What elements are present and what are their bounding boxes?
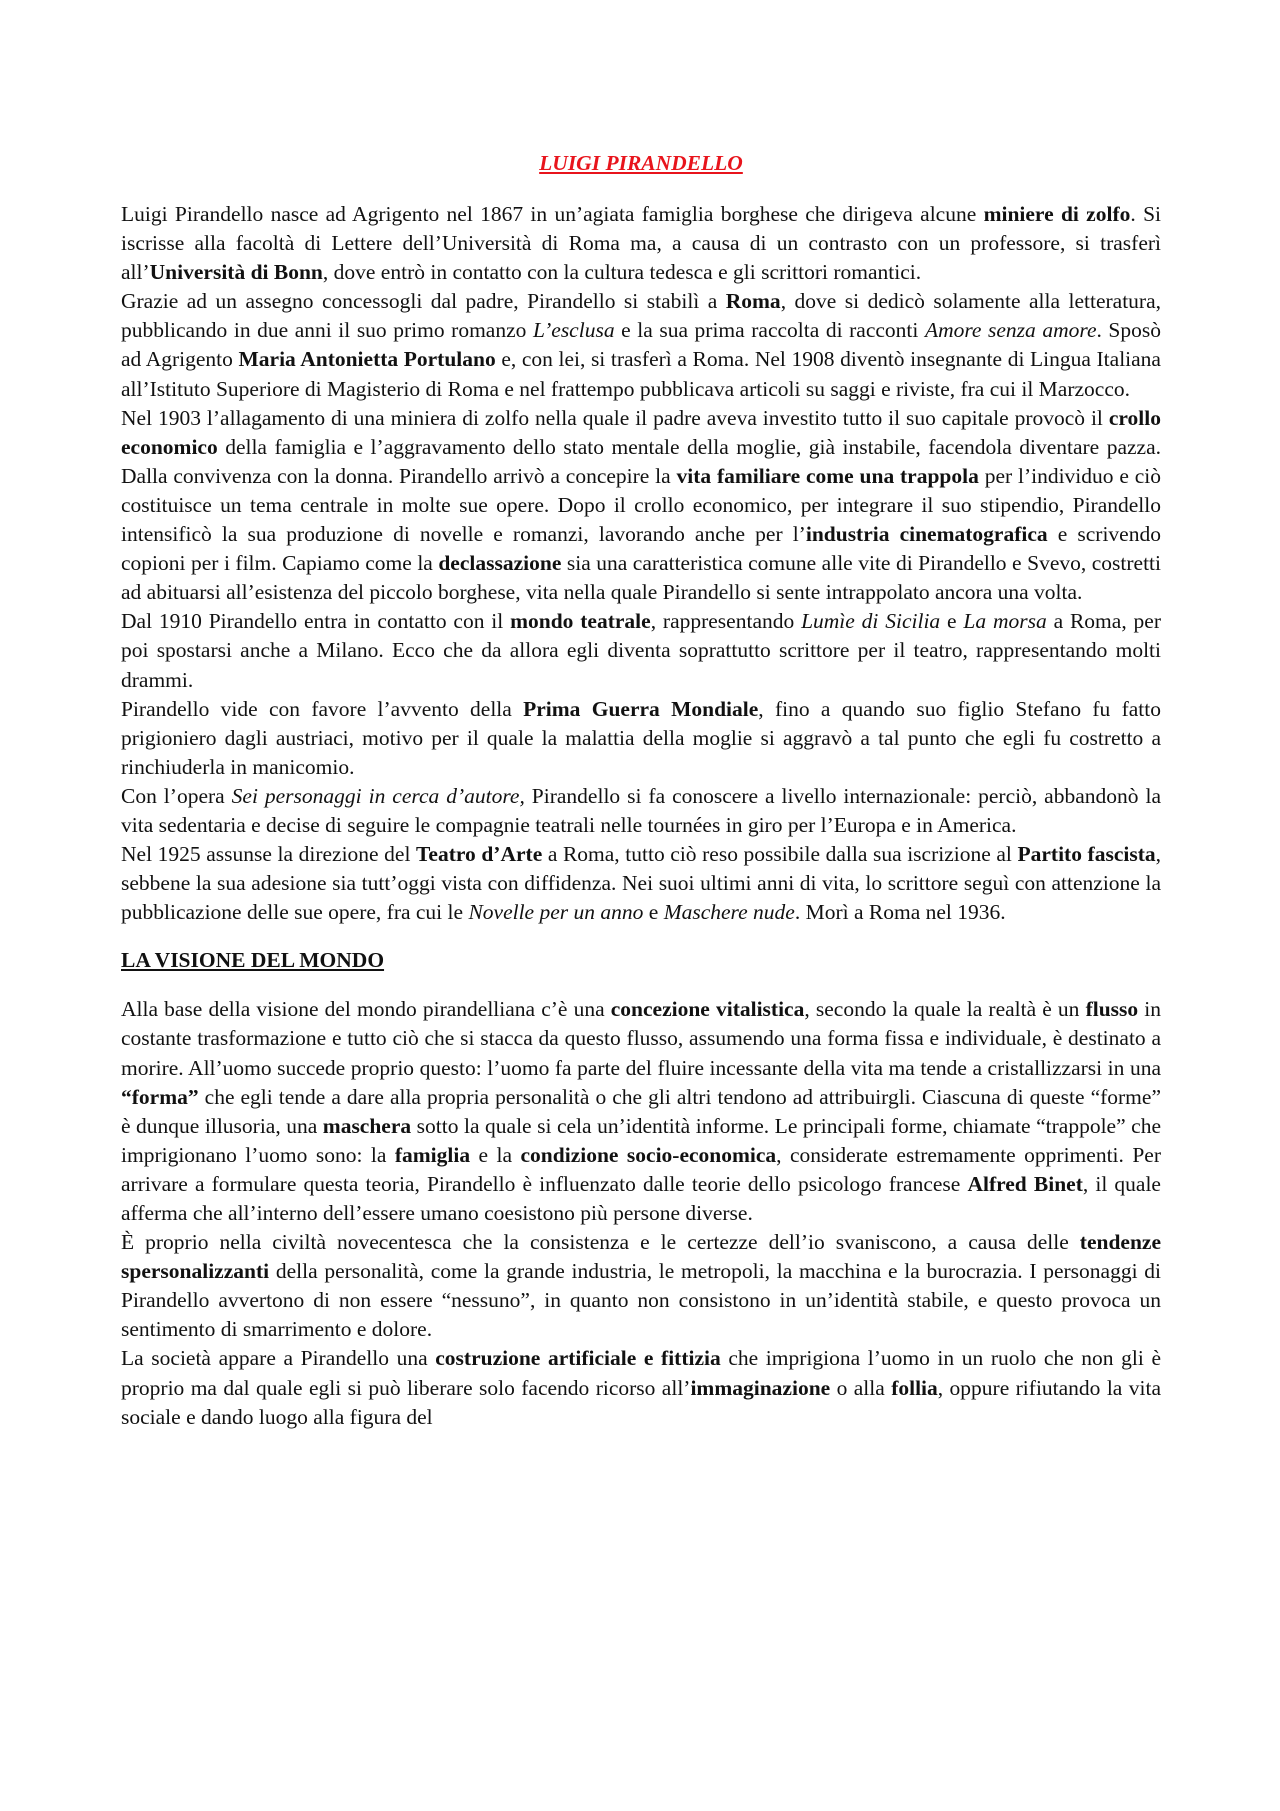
- text-run: per l’individuo e ciò costituisce un tema centrale in molte sue opere. Dopo il crollo economico, per integrare il suo stipendio, Pirandello intensificò la sua produzione di novelle e romanzi, lavorando anche per l’: [121, 463, 1161, 547]
- text-run: Con l’opera: [121, 783, 232, 808]
- text-run: o alla: [830, 1375, 892, 1400]
- bold-term: Università di Bonn: [149, 260, 323, 285]
- text-run: e: [940, 609, 964, 634]
- paragraph: [121, 200, 1161, 287]
- bold-term: “forma”: [121, 1084, 199, 1109]
- bold-term: miniere di zolfo: [983, 202, 1131, 226]
- bold-term: crollo economico: [121, 405, 1161, 459]
- paragraph: [121, 607, 1161, 694]
- text-run: che imprigiona l’uomo in un ruolo che non gli è proprio ma dal quale egli si può liberare solo facendo ricorso all’: [121, 1346, 1161, 1400]
- text-run: Grazie ad un assegno concessogli dal padre, Pirandello si stabilì a: [121, 289, 726, 314]
- text-run: sotto la quale si cela un’identità informe. Le principali forme, chiamate “trappole” che imprigionano l’uomo sono: la: [121, 1113, 1161, 1167]
- text-run: a Roma, per poi spostarsi anche a Milano. Ecco che da allora egli diventa soprattutto scrittore per il teatro, rappresentando molti drammi.: [121, 609, 1161, 692]
- text-run: . Sposò ad Agrigento: [121, 318, 1162, 372]
- text-run: e la sua prima raccolta di racconti: [614, 318, 925, 343]
- text-run: e: [643, 900, 664, 925]
- paragraph: [121, 695, 1161, 782]
- text-run: sia una caratteristica comune alle vite di Pirandello e Svevo, costretti ad abituarsi all’esistenza del piccolo borghese, vita nella quale Pirandello si sente intrappolato ancora una volta.: [121, 551, 1161, 605]
- text-run: La società appare a Pirandello una: [121, 1346, 436, 1371]
- text-run: Luigi Pirandello nasce ad Agrigento nel 1867 in un’agiata famiglia borghese che dirigeva alcune: [121, 202, 984, 226]
- bold-term: famiglia: [394, 1142, 471, 1167]
- bold-term: immaginazione: [690, 1375, 831, 1400]
- bold-term: Prima Guerra Mondiale: [523, 696, 759, 721]
- text-run: Alla base della visione del mondo pirandelliana c’è una: [121, 997, 611, 1022]
- bold-term: tendenze spersonalizzanti: [121, 1230, 1161, 1284]
- bold-term: declassazione: [438, 551, 562, 576]
- italic-title: Maschere nude: [663, 900, 795, 925]
- bold-term: mondo teatrale: [510, 609, 651, 634]
- text-run: . Morì a Roma nel 1936.: [794, 900, 1006, 925]
- italic-title: Novelle per un anno: [468, 900, 644, 925]
- italic-title: Amore senza amore: [924, 318, 1097, 343]
- document-page: [121, 148, 1161, 1432]
- italic-title: Sei personaggi in cerca d’autore,: [231, 783, 525, 808]
- paragraph: [121, 782, 1161, 840]
- bold-term: industria cinematografica: [805, 522, 1048, 547]
- text-run: e, con lei, si trasferì a Roma. Nel 1908 diventò insegnante di Lingua Italiana all’Istituto Superiore di Magisterio di Roma e nel frattempo pubblicava articoli su saggi e riviste, fra cui il Marzocco.: [121, 347, 1161, 401]
- worldview-section: [121, 995, 1161, 1431]
- text-run: , rappresentando: [650, 609, 802, 634]
- section-heading: LA VISIONE DEL MONDO: [121, 948, 385, 973]
- bold-term: Maria Antonietta Portulano: [238, 347, 496, 372]
- text-run: , dove si dedicò solamente alla letteratura, pubblicando in due anni il suo primo romanzo: [121, 289, 1161, 343]
- paragraph: [121, 1228, 1161, 1344]
- text-run: , considerate estremamente opprimenti. Per arrivare a formulare questa teoria, Pirandello è influenzato dalle teorie dello psicologo francese: [121, 1142, 1161, 1196]
- italic-title: L’esclusa: [532, 318, 615, 343]
- bold-term: vita familiare come una trappola: [676, 463, 979, 488]
- bold-term: concezione vitalistica: [610, 997, 805, 1022]
- bold-term: Roma: [725, 289, 781, 314]
- text-run: , il quale afferma che all’interno dell’essere umano coesistono più persone diverse.: [121, 1171, 1161, 1225]
- text-run: della famiglia e l’aggravamento dello stato mentale della moglie, già instabile, facendola diventare pazza. Dalla convivenza con la donna. Pirandello arrivò a concepire la: [121, 434, 1161, 488]
- bold-term: flusso: [1085, 997, 1139, 1022]
- text-run: Nel 1903 l’allagamento di una miniera di zolfo nella quale il padre aveva investito tutto il suo capitale provocò il: [121, 405, 1109, 430]
- bold-term: costruzione artificiale e fittizia: [435, 1346, 721, 1371]
- text-run: a Roma, tutto ciò reso possibile dalla sua iscrizione al: [542, 842, 1018, 867]
- text-run: Pirandello si fa conoscere a livello internazionale: perciò, abbandonò la vita sedentaria e decise di seguire le compagnie teatrali nelle tournées in giro per l’Europa e in America.: [121, 783, 1162, 837]
- text-run: della personalità, come la grande industria, le metropoli, la macchina e la burocrazia. I personaggi di Pirandello avvertono di non essere “nessuno”, in quanto non consistono in un’identità stabile, e questo provoca un sentimento di smarrimento e dolore.: [121, 1259, 1161, 1342]
- text-run: , dove entrò in contatto con la cultura tedesca e gli scrittori romantici.: [322, 260, 922, 285]
- text-run: Dal 1910 Pirandello entra in contatto con il: [121, 609, 511, 634]
- text-run: È proprio nella civiltà novecentesca che la consistenza e le certezze dell’io svaniscono, a causa delle: [121, 1230, 1080, 1255]
- text-run: . Si iscrisse alla facoltà di Lettere dell’Università di Roma ma, a causa di un contrasto con un professore, si trasferì all’: [121, 202, 1161, 285]
- text-run: in costante trasformazione e tutto ciò che si stacca da questo flusso, assumendo una forma fissa e individuale, è destinato a morire. All’uomo succede proprio questo: l’uomo fa parte del fluire incessante della vita ma tende a cristallizzarsi in una: [121, 997, 1161, 1080]
- paragraph: [121, 840, 1161, 927]
- text-run: , fino a quando suo figlio Stefano fu fatto prigioniero dagli austriaci, motivo per il quale la malattia della moglie si aggravò a tal punto che egli fu costretto a rinchiuderla in manicomio.: [121, 696, 1161, 779]
- bold-term: Teatro d’Arte: [416, 842, 543, 867]
- bold-term: follia: [891, 1375, 938, 1400]
- text-run: , oppure rifiutando la vita sociale e dando luogo alla figura del: [121, 1375, 1161, 1429]
- paragraph: [121, 995, 1161, 1228]
- bold-term: Alfred Binet: [967, 1171, 1083, 1196]
- text-run: , secondo la quale la realtà è un: [804, 997, 1086, 1022]
- italic-title: Lumìe di Sicilia: [801, 609, 941, 634]
- paragraph: [121, 1344, 1161, 1431]
- biography-section: [121, 200, 1161, 927]
- text-run: Pirandello vide con favore l’avvento della: [121, 696, 524, 721]
- text-run: e la: [470, 1142, 521, 1167]
- text-run: Nel 1925 assunse la direzione del: [121, 842, 417, 867]
- bold-term: maschera: [322, 1113, 412, 1138]
- document-title: LUIGI PIRANDELLO: [539, 151, 743, 175]
- bold-term: Partito fascista: [1017, 842, 1156, 867]
- bold-term: condizione socio-economica: [520, 1142, 777, 1167]
- text-run: , sebbene la sua adesione sia tutt’oggi vista con diffidenza. Nei suoi ultimi anni di vita, lo scrittore seguì con attenzione la pubblicazione delle sue opere, fra cui le: [121, 842, 1161, 925]
- italic-title: La morsa: [963, 609, 1047, 634]
- text-run: e scrivendo copioni per i film. Capiamo come la: [121, 522, 1161, 576]
- paragraph: [121, 404, 1161, 608]
- paragraph: [121, 287, 1161, 403]
- text-run: che egli tende a dare alla propria personalità o che gli altri tendono ad attribuirgli. Ciascuna di queste “forme” è dunque illusoria, una: [121, 1084, 1161, 1138]
